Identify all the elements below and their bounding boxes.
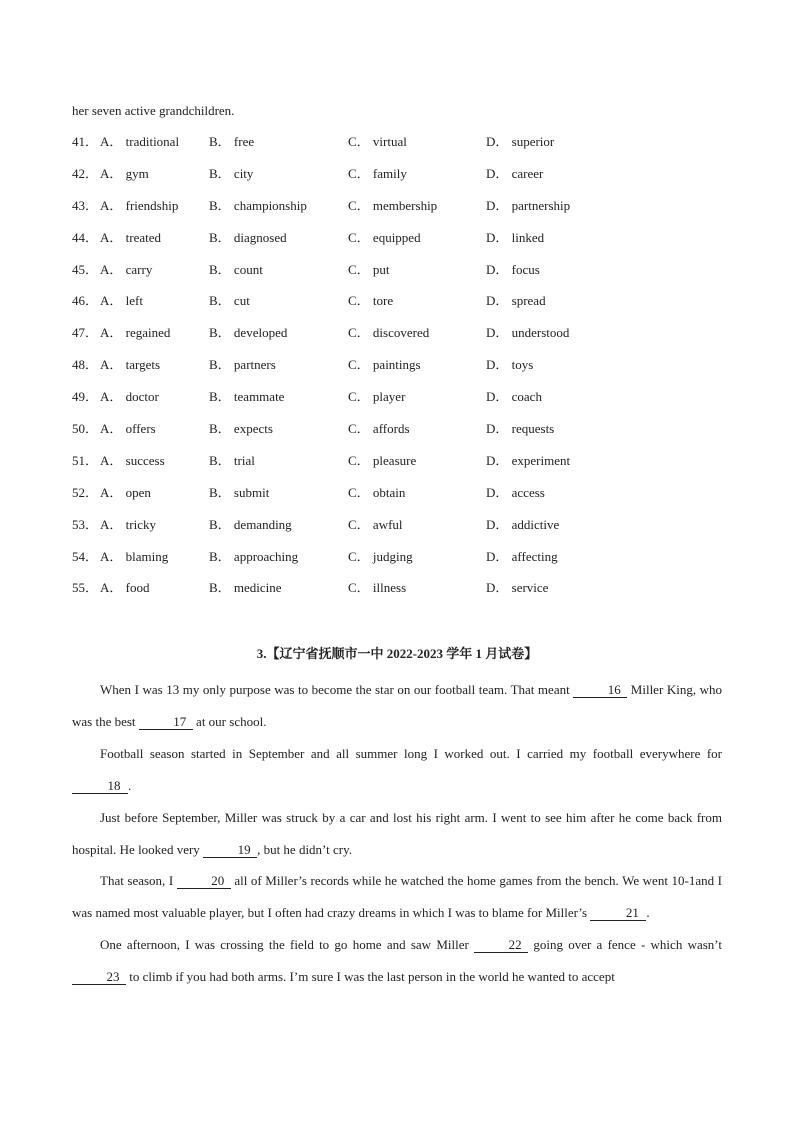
question-number: 46． <box>72 293 99 309</box>
question-number: 50． <box>72 421 99 437</box>
option-d: D． addictive <box>486 516 560 532</box>
passage-text: That season, I <box>100 873 177 889</box>
passage-text: at our school. <box>192 713 267 729</box>
option-c: C． illness <box>348 580 407 596</box>
question-row <box>72 516 732 548</box>
passage-text: Football season started in September and all summer long I worked out. I carried my football everywhere for <box>100 745 722 761</box>
option-d: D． partnership <box>486 197 571 213</box>
options-list <box>72 133 732 611</box>
question-number: 51． <box>72 452 99 468</box>
question-row <box>72 388 732 420</box>
passage-text: Just before September, Miller was struck by a car and lost his right arm. I went to see him after he come back from hospital. He looked very <box>72 809 722 857</box>
blank-18[interactable]: 18 <box>72 779 128 794</box>
cloze-passage <box>72 674 722 993</box>
question-number: 48． <box>72 357 99 373</box>
option-a: A． tricky <box>100 516 156 532</box>
passage-text: When I was 13 my only purpose was to become the star on our football team. That meant <box>100 682 574 697</box>
passage-paragraph <box>72 738 722 802</box>
question-row <box>72 324 732 356</box>
option-a: A． success <box>100 452 165 468</box>
option-a: A． traditional <box>100 134 180 149</box>
option-c: C． awful <box>348 516 403 532</box>
blank-23[interactable]: 23 <box>72 970 126 985</box>
option-a: A． treated <box>100 229 162 245</box>
blank-17[interactable]: 17 <box>139 715 193 730</box>
option-d: D． coach <box>486 389 542 405</box>
option-d: D． understood <box>486 325 570 341</box>
option-a: A． offers <box>100 421 156 437</box>
option-b: B． medicine <box>209 580 282 596</box>
passage-text: to climb if you had both arms. I’m sure I was the last person in the world he wanted to accept <box>126 969 615 985</box>
question-row <box>72 356 732 388</box>
option-a: A． open <box>100 484 151 500</box>
question-row <box>72 484 732 516</box>
option-c: C． paintings <box>348 357 421 373</box>
passage-text: . <box>128 777 132 793</box>
option-c: C． put <box>348 261 390 277</box>
blank-19[interactable]: 19 <box>203 843 257 858</box>
option-a: A． blaming <box>100 548 169 564</box>
option-c: C． membership <box>348 197 438 213</box>
question-row <box>72 579 732 611</box>
option-a: A． friendship <box>100 197 179 213</box>
option-b: B． partners <box>209 357 276 373</box>
option-b: B． trial <box>209 452 255 468</box>
passage-text: One afternoon, I was crossing the field to go home and saw Miller <box>100 937 475 953</box>
question-number: 54． <box>72 548 99 564</box>
passage-text: going over a fence - which wasn’t <box>528 937 722 953</box>
blank-21[interactable]: 21 <box>590 906 646 921</box>
option-c: C． judging <box>348 548 413 564</box>
option-b: B． developed <box>209 325 288 341</box>
option-b: B． count <box>209 261 263 277</box>
option-c: C． pleasure <box>348 452 417 468</box>
option-d: D． affecting <box>486 548 558 564</box>
question-number: 43． <box>72 197 99 213</box>
question-row <box>72 165 732 197</box>
option-a: A． targets <box>100 357 161 373</box>
option-d: D． linked <box>486 229 545 245</box>
question-row <box>72 420 732 452</box>
question-number: 52． <box>72 484 99 500</box>
question-row <box>72 548 732 580</box>
option-b: B． submit <box>209 484 270 500</box>
option-d: D． career <box>486 165 544 181</box>
option-c: C． tore <box>348 293 394 309</box>
question-number: 53． <box>72 516 99 532</box>
option-d: D． experiment <box>486 452 571 468</box>
option-b: B． city <box>209 165 254 181</box>
question-row <box>72 452 732 484</box>
option-c: C． obtain <box>348 484 406 500</box>
question-row <box>72 292 732 324</box>
continuation-text: her seven active grandchildren. <box>72 103 235 118</box>
passage-text: , but he didn’t cry. <box>257 841 353 857</box>
option-b: B． diagnosed <box>209 229 287 245</box>
passage-paragraph <box>72 929 722 993</box>
passage-paragraph <box>72 865 722 929</box>
option-d: D． access <box>486 484 545 500</box>
option-c: C． virtual <box>348 134 407 149</box>
question-number: 47． <box>72 325 99 341</box>
option-b: B． demanding <box>209 516 292 532</box>
option-a: A． left <box>100 293 143 309</box>
question-number: 42． <box>72 165 99 181</box>
option-c: C． family <box>348 165 407 181</box>
passage-paragraph <box>72 674 722 738</box>
option-b: B． approaching <box>209 548 299 564</box>
section-heading: 3.【辽宁省抚顺市一中 2022-2023 学年 1 月试卷】 <box>256 646 538 661</box>
passage-text: Miller King, who was the best <box>72 682 723 729</box>
option-a: A． regained <box>100 325 171 341</box>
option-a: A． doctor <box>100 389 159 405</box>
question-row <box>72 229 732 261</box>
question-number: 49． <box>72 389 99 405</box>
question-number: 44． <box>72 229 99 245</box>
option-a: A． food <box>100 580 150 596</box>
passage-text: all of Miller’s records while he watched the home games from the bench. We went 10-1and I was named most valuable player, but I often had crazy dreams in which I was to blame for Miller’s <box>72 873 722 921</box>
question-number: 45． <box>72 261 99 277</box>
passage-text: . <box>646 905 650 921</box>
option-a: A． gym <box>100 165 149 181</box>
option-c: C． equipped <box>348 229 421 245</box>
option-d: D． superior <box>486 134 555 149</box>
option-d: D． focus <box>486 261 540 277</box>
option-d: D． requests <box>486 421 555 437</box>
option-a: A． carry <box>100 261 153 277</box>
blank-22[interactable]: 22 <box>474 938 528 953</box>
option-c: C． affords <box>348 421 410 437</box>
question-row <box>72 197 732 229</box>
question-row <box>72 261 732 293</box>
blank-16[interactable]: 16 <box>573 683 627 698</box>
option-b: B． free <box>209 134 255 149</box>
question-row <box>72 133 732 165</box>
option-d: D． service <box>486 580 549 596</box>
question-number: 55． <box>72 580 99 596</box>
option-d: D． toys <box>486 357 534 373</box>
option-b: B． expects <box>209 421 273 437</box>
blank-20[interactable]: 20 <box>177 874 231 889</box>
question-number: 41． <box>72 134 99 149</box>
passage-paragraph <box>72 802 722 866</box>
option-b: B． teammate <box>209 389 285 405</box>
option-d: D． spread <box>486 293 546 309</box>
option-c: C． player <box>348 389 406 405</box>
option-b: B． championship <box>209 197 307 213</box>
option-c: C． discovered <box>348 325 430 341</box>
option-b: B． cut <box>209 293 250 309</box>
